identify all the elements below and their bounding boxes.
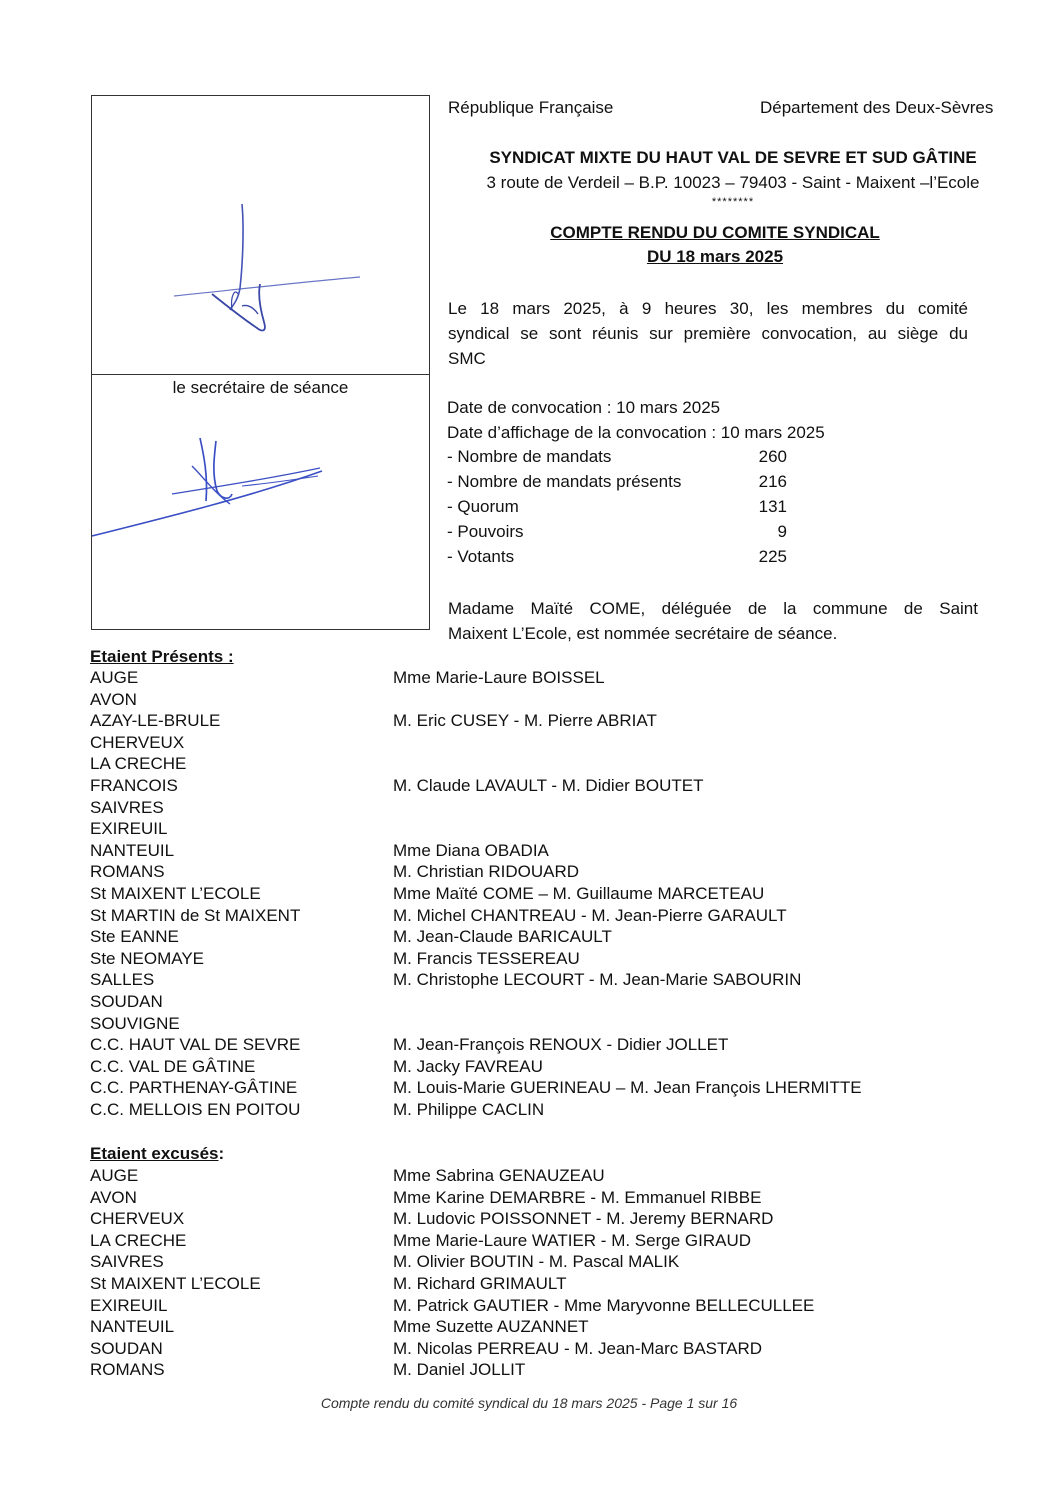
- stat-label: - Pouvoirs: [447, 522, 524, 541]
- list-item: [393, 991, 1033, 1013]
- list-item: M. Richard GRIMAULT: [393, 1273, 567, 1293]
- list-item: AZAY-LE-BRULE: [90, 711, 221, 731]
- list-item: EXIREUIL: [90, 1295, 168, 1315]
- list-item: M. Christian RIDOUARD: [393, 862, 580, 882]
- republic-label: République Française: [448, 98, 614, 117]
- list-item: AUGE: [90, 1166, 139, 1185]
- list-item: Mme Maïté COME – M. Guillaume MARCETEAU: [393, 883, 765, 903]
- list-item: AVON: [90, 689, 137, 709]
- intro-line-3: SMC: [448, 349, 486, 368]
- list-item: M. Ludovic POISSONNET - M. Jeremy BERNARD: [393, 1209, 774, 1229]
- stat-value: 260: [758, 447, 787, 466]
- list-item: Ste NEOMAYE: [90, 948, 204, 968]
- org-name: SYNDICAT MIXTE DU HAUT VAL DE SEVRE ET SUD GÂTINE: [489, 148, 977, 167]
- list-item: SOUVIGNE: [90, 1013, 180, 1033]
- presents-communes: [90, 667, 380, 1120]
- list-item: C.C. HAUT VAL DE SEVRE: [90, 1035, 301, 1055]
- intro-paragraph: [448, 296, 968, 371]
- list-item: [393, 689, 1033, 711]
- secretary-signature: [92, 396, 429, 631]
- list-item: St MAIXENT L’ECOLE: [90, 883, 261, 903]
- list-item: [393, 753, 1033, 775]
- secretary-line-1: Madame Maïté COME, déléguée de la commune de Saint: [448, 599, 978, 618]
- stat-label: - Nombre de mandats présents: [447, 472, 682, 491]
- list-item: M. Claude LAVAULT - M. Didier BOUTET: [393, 775, 704, 795]
- presents-heading: Etaient Présents :: [90, 647, 234, 666]
- list-item: M. Louis-Marie GUERINEAU – M. Jean François LHERMITTE: [393, 1078, 862, 1098]
- list-item: M. Michel CHANTREAU - M. Jean-Pierre GARAULT: [393, 905, 787, 925]
- secretary-label: le secrétaire de séance: [172, 378, 349, 397]
- list-item: AVON: [90, 1187, 137, 1207]
- affichage-date: Date d’affichage de la convocation : 10 mars 2025: [447, 423, 825, 442]
- page-footer: Compte rendu du comité syndical du 18 mars 2025 - Page 1 sur 16: [320, 1395, 738, 1411]
- list-item: [393, 797, 1033, 819]
- list-item: CHERVEUX: [90, 1209, 185, 1229]
- list-item: Mme Sabrina GENAUZEAU: [393, 1166, 605, 1185]
- excuses-heading: [90, 1144, 224, 1164]
- stat-label: - Quorum: [447, 497, 519, 516]
- list-item: Mme Marie-Laure WATIER - M. Serge GIRAUD: [393, 1230, 752, 1250]
- stat-row: [447, 547, 787, 572]
- list-item: ROMANS: [90, 1360, 165, 1380]
- list-item: St MARTIN de St MAIXENT: [90, 905, 301, 925]
- list-item: AUGE: [90, 668, 139, 687]
- stars-separator: ********: [711, 196, 755, 208]
- convocation-date: Date de convocation : 10 mars 2025: [447, 398, 721, 417]
- list-item: M. Eric CUSEY - M. Pierre ABRIAT: [393, 711, 657, 731]
- list-item: M. Jean-François RENOUX - Didier JOLLET: [393, 1035, 729, 1055]
- list-item: NANTEUIL: [90, 840, 175, 860]
- secretary-paragraph: [448, 596, 978, 646]
- list-item: SALLES: [90, 970, 155, 990]
- list-item: M. Patrick GAUTIER - Mme Maryvonne BELLECULLEE: [393, 1295, 815, 1315]
- stat-label: - Nombre de mandats: [447, 447, 612, 466]
- org-address: 3 route de Verdeil – B.P. 10023 – 79403 - Saint - Maixent –l’Ecole: [486, 173, 980, 192]
- list-item: M. Francis TESSEREAU: [393, 948, 580, 968]
- list-item: M. Daniel JOLLIT: [393, 1360, 526, 1380]
- excuses-heading-text: Etaient excusés: [90, 1144, 219, 1163]
- stat-value: 225: [758, 547, 787, 566]
- stat-row: [447, 522, 787, 547]
- list-item: FRANCOIS: [90, 775, 178, 795]
- list-item: ROMANS: [90, 862, 165, 882]
- stat-value: 9: [777, 522, 787, 541]
- stat-row: [447, 447, 787, 472]
- list-item: NANTEUIL: [90, 1317, 175, 1337]
- list-item: SAIVRES: [90, 797, 164, 817]
- presents-members: [393, 667, 1033, 1120]
- list-item: M. Jean-Claude BARICAULT: [393, 927, 612, 947]
- list-item: [393, 818, 1033, 840]
- stat-row: [447, 497, 787, 522]
- list-item: Mme Karine DEMARBRE - M. Emmanuel RIBBE: [393, 1187, 762, 1207]
- list-item: C.C. MELLOIS EN POITOU: [90, 1099, 301, 1119]
- stat-row: [447, 472, 787, 497]
- list-item: Mme Suzette AUZANNET: [393, 1317, 589, 1337]
- list-item: [393, 732, 1033, 754]
- intro-line-1: Le 18 mars 2025, à 9 heures 30, les membres du comité: [448, 299, 968, 318]
- intro-line-2: syndical se sont réunis sur première convocation, au siège du: [448, 324, 968, 343]
- excuses-members: [393, 1165, 1033, 1381]
- document-date: DU 18 mars 2025: [646, 247, 784, 266]
- list-item: SAIVRES: [90, 1252, 164, 1272]
- list-item: Mme Diana OBADIA: [393, 840, 549, 860]
- list-item: Ste EANNE: [90, 927, 179, 947]
- document-title: COMPTE RENDU DU COMITE SYNDICAL: [550, 223, 880, 242]
- excuses-heading-colon: :: [218, 1144, 225, 1163]
- list-item: LA CRECHE: [90, 754, 187, 774]
- list-item: SOUDAN: [90, 991, 163, 1011]
- excuses-communes: [90, 1165, 380, 1381]
- secretary-line-2: Maixent L’Ecole, est nommée secrétaire de séance.: [448, 624, 838, 643]
- stat-value: 131: [758, 497, 787, 516]
- list-item: M. Christophe LECOURT - M. Jean-Marie SABOURIN: [393, 970, 802, 990]
- list-item: M. Jacky FAVREAU: [393, 1056, 543, 1076]
- list-item: CHERVEUX: [90, 732, 185, 752]
- signature-box: [91, 95, 430, 630]
- list-item: C.C. VAL DE GÂTINE: [90, 1056, 256, 1076]
- list-item: C.C. PARTHENAY-GÂTINE: [90, 1078, 298, 1098]
- stat-label: - Votants: [447, 547, 515, 566]
- department-label: Département des Deux-Sèvres: [760, 98, 994, 117]
- president-signature: [92, 96, 429, 374]
- list-item: [393, 1013, 1033, 1035]
- list-item: M. Nicolas PERREAU - M. Jean-Marc BASTARD: [393, 1338, 763, 1358]
- stat-value: 216: [758, 472, 787, 491]
- list-item: M. Olivier BOUTIN - M. Pascal MALIK: [393, 1252, 680, 1272]
- list-item: LA CRECHE: [90, 1230, 187, 1250]
- list-item: M. Philippe CACLIN: [393, 1099, 545, 1119]
- signature-divider: [92, 374, 429, 375]
- list-item: EXIREUIL: [90, 819, 168, 839]
- list-item: St MAIXENT L’ECOLE: [90, 1273, 261, 1293]
- list-item: Mme Marie-Laure BOISSEL: [393, 668, 605, 687]
- list-item: SOUDAN: [90, 1338, 163, 1358]
